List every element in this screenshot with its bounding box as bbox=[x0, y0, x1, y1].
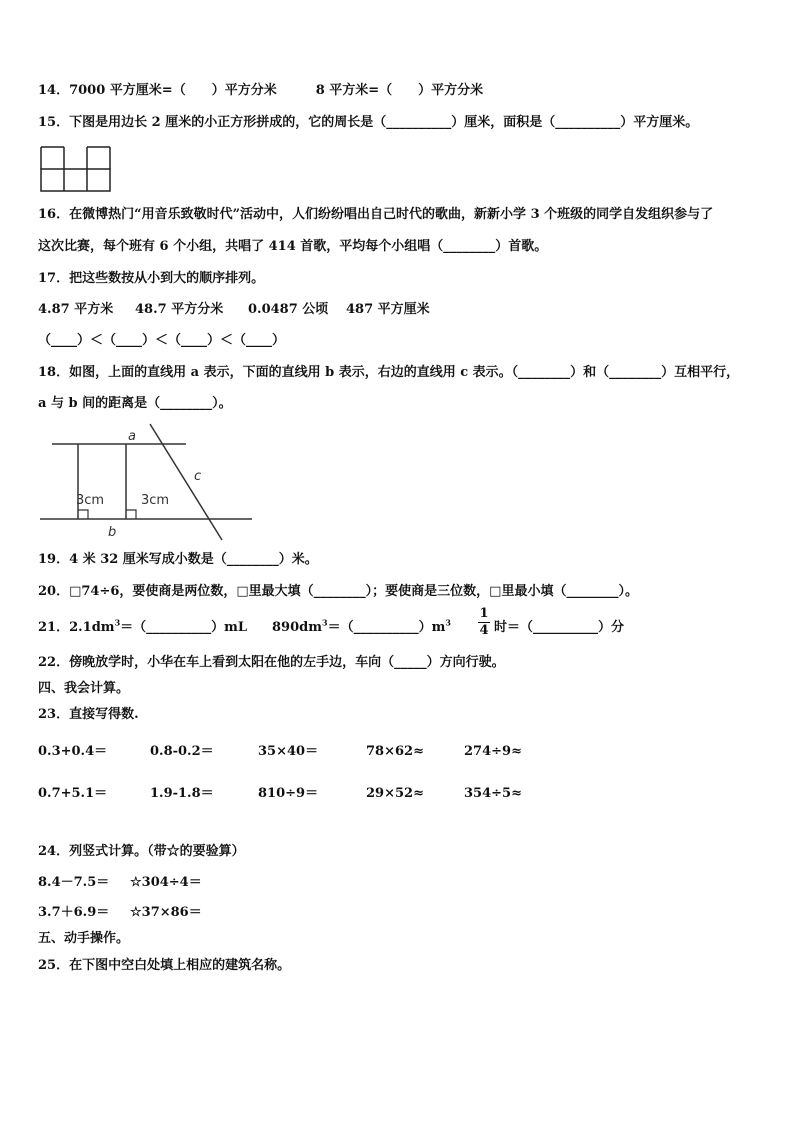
vertical-calc-item: 3.7＋6.9＝ bbox=[38, 905, 110, 920]
vertical-calc-item: 8.4－7.5＝ bbox=[38, 875, 110, 890]
calc-item: 35×40＝ bbox=[258, 744, 319, 759]
calc-item: 274÷9≈ bbox=[464, 744, 522, 759]
vertical-calc-item: ☆37×86＝ bbox=[130, 905, 202, 920]
question-16-line2: 这次比赛，每个班有 6 个小组，共唱了 414 首歌，平均每个小组唱（________）首歌。 bbox=[38, 239, 548, 254]
question-19: 19．4 米 32 厘米写成小数是（________）米。 bbox=[38, 552, 318, 567]
calc-item: 810÷9＝ bbox=[258, 786, 319, 801]
question-21-part2: $890dm^3=(\_\_\_\_\_\_\_\_\_\_)m^3$ bbox=[272, 617, 451, 635]
question-18-line1: 18．如图，上面的直线用 a 表示，下面的直线用 b 表示，右边的直线用 c 表示。（________）和（________）互相平行， bbox=[38, 365, 740, 380]
section-5-heading: 五、动手操作。 bbox=[38, 931, 130, 946]
calc-item: 354÷5≈ bbox=[464, 786, 522, 801]
distance-label-1: 3cm bbox=[76, 493, 105, 508]
question-15: 15．下图是用边长 2 厘米的小正方形拼成的，它的周长是（__________）厘米，面积是（__________）平方厘米。 bbox=[38, 115, 699, 130]
question-20: 20．□74÷6，要使商是两位数，□里最大填（________）；要使商是三位数，□里最小填（________）。 bbox=[38, 584, 638, 599]
calc-item: 78×62≈ bbox=[366, 744, 424, 759]
q17-blanks: （____）＜（____）＜（____）＜（____） bbox=[38, 333, 286, 348]
distance-label-2: 3cm bbox=[141, 493, 170, 508]
question-21-part1: 21．$2.1dm^3=(\_\_\_\_\_\_\_\_\_\_)mL$ bbox=[38, 617, 248, 635]
q17-item: 4.87 平方米 bbox=[38, 302, 114, 317]
calc-item: 0.3+0.4＝ bbox=[38, 744, 108, 759]
question-17-title: 17．把这些数按从小到大的顺序排列。 bbox=[38, 271, 265, 286]
calc-item: 29×52≈ bbox=[366, 786, 424, 801]
question-14: 14．7000 平方厘米=（ ）平方分米 8 平方米=（ ）平方分米 bbox=[38, 83, 484, 98]
question-16-line1: 16．在微博热门“用音乐致敬时代”活动中，人们纷纷唱出自己时代的歌曲，新新小学 3 个班级的同学自发组织参与了 bbox=[38, 207, 714, 222]
label-a: a bbox=[128, 429, 136, 444]
q17-item: 0.0487 公顷 bbox=[248, 302, 329, 317]
parallel-lines-figure bbox=[38, 422, 258, 544]
label-c: c bbox=[194, 469, 202, 484]
calc-item: 0.8-0.2＝ bbox=[150, 744, 214, 759]
question-21-part3: 时＝（__________）分 bbox=[494, 620, 625, 635]
vertical-calc-item: ☆304÷4＝ bbox=[130, 875, 202, 890]
calc-item: 1.9-1.8＝ bbox=[150, 786, 214, 801]
fraction-one-quarter: 1 4 bbox=[479, 606, 489, 638]
question-23-title: 23．直接写得数. bbox=[38, 707, 139, 722]
section-4-heading: 四、我会计算。 bbox=[38, 681, 130, 696]
question-22: 22．傍晚放学时，小华在车上看到太阳在他的左手边，车向（_____）方向行驶。 bbox=[38, 655, 505, 670]
question-25: 25．在下图中空白处填上相应的建筑名称。 bbox=[38, 958, 291, 973]
q17-item: 487 平方厘米 bbox=[346, 302, 430, 317]
square-grid-figure bbox=[40, 145, 112, 193]
calc-item: 0.7+5.1＝ bbox=[38, 786, 108, 801]
question-18-line2: a 与 b 间的距离是（________）。 bbox=[38, 396, 232, 411]
question-24-title: 24．列竖式计算。（带☆的要验算） bbox=[38, 844, 245, 859]
label-b: b bbox=[108, 525, 117, 540]
q17-item: 48.7 平方分米 bbox=[135, 302, 224, 317]
